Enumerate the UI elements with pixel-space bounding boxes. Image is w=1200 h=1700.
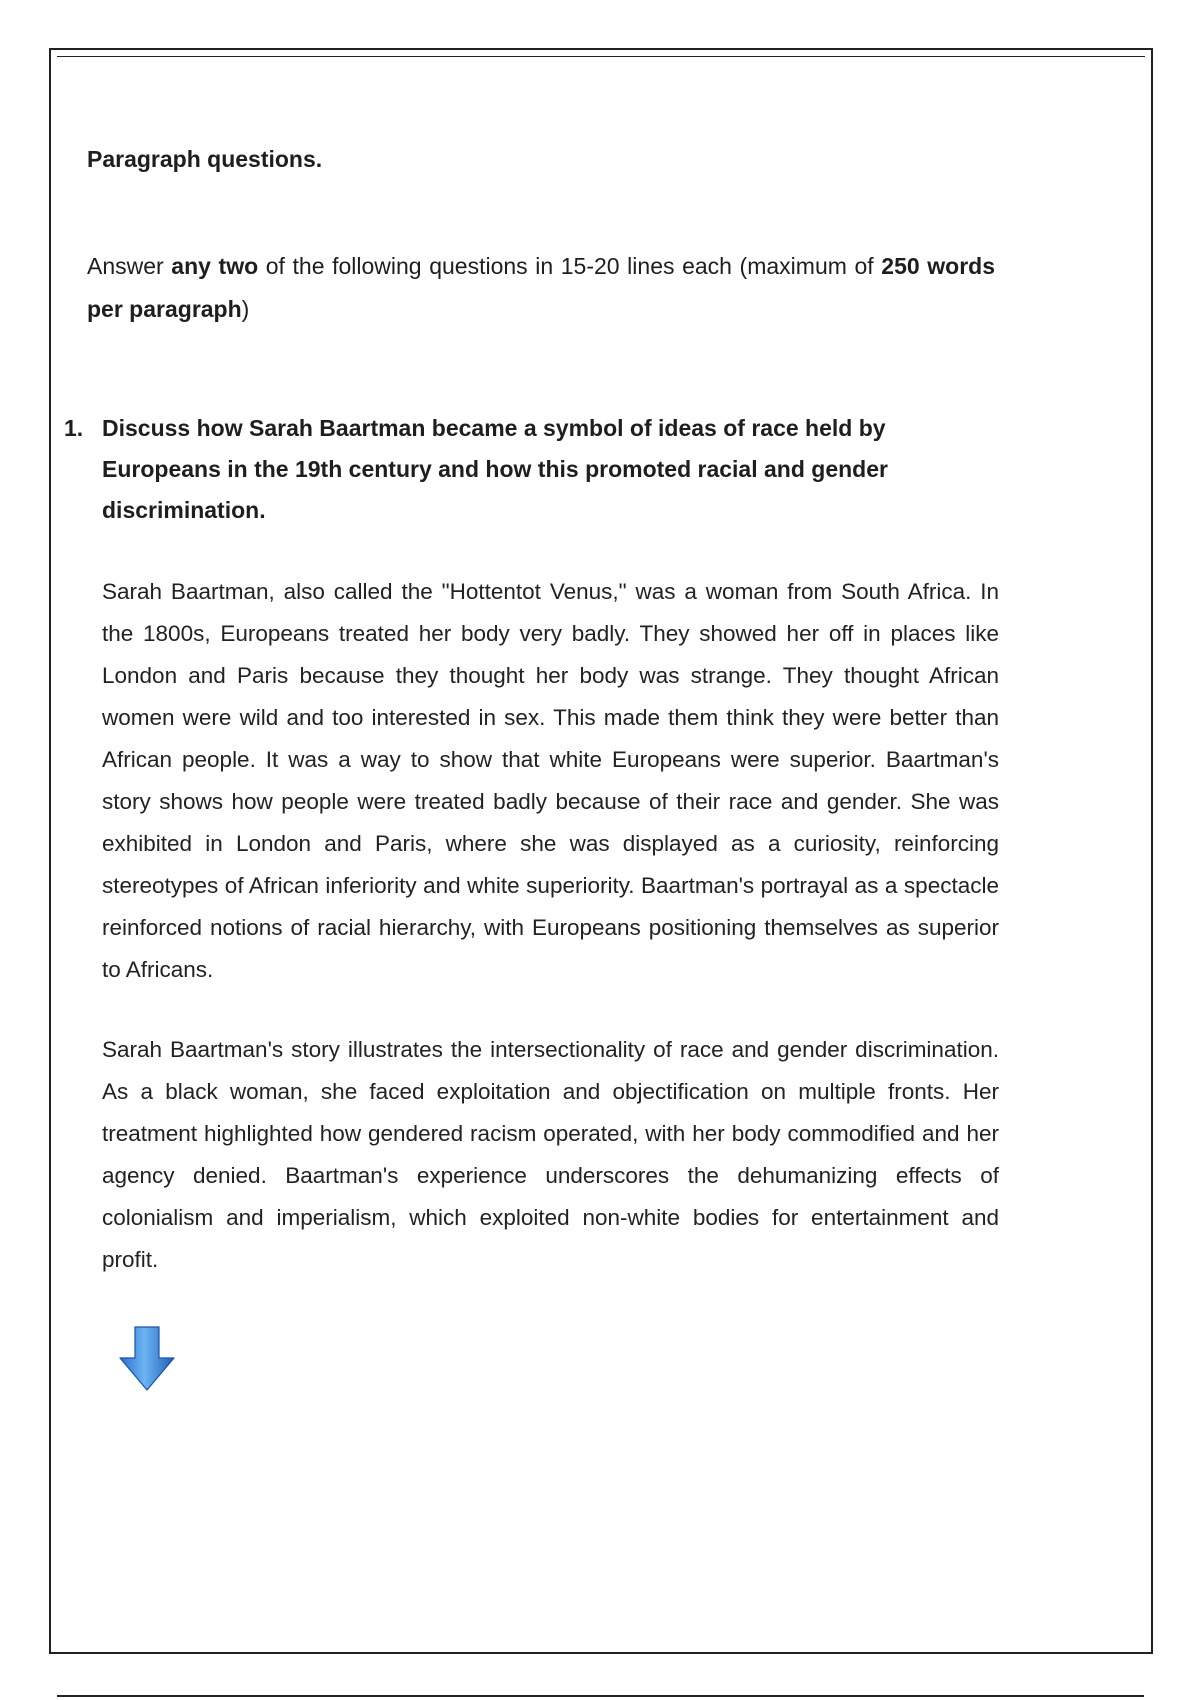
instructions: [87, 245, 995, 331]
instructions-bold-1: any two: [171, 253, 259, 279]
question-text: Discuss how Sarah Baartman became a symbol of ideas of race held by Europeans in the 19th century and how this promoted racial and gender discrimination.: [102, 415, 888, 523]
instructions-text-1: Answer: [87, 253, 172, 279]
arrow-down-icon: [118, 1326, 176, 1392]
instructions-text-3: ): [241, 296, 250, 322]
instructions-text-2: of the following questions in 15-20 lines each (maximum of: [258, 253, 882, 279]
answer-paragraph-2: Sarah Baartman's story illustrates the intersectionality of race and gender discrimination. As a black woman, she faced exploitation and objectification on multiple fronts. Her treatment highlighted how gendered racism operated, with her body commodified and her agency denied. Baartman's experience underscores the dehumanizing effects of colonialism and imperialism, which exploited non-white bodies for entertainment and profit.: [102, 1037, 999, 1272]
instructions-bold-2: 250 words per paragraph: [87, 253, 995, 322]
answer-paragraph-1: Sarah Baartman, also called the "Hottentot Venus," was a woman from South Africa. In the 1800s, Europeans treated her body very badly. They showed her off in places like London and Paris because they thought her body was strange. They thought African women were wild and too interested in sex. This made them think they were better than African people. It was a way to show that white Europeans were superior. Baartman's story shows how people were treated badly because of their race and gender. She was exhibited in London and Paris, where she was displayed as a curiosity, reinforcing stereotypes of African inferiority and white superiority. Baartman's portrayal as a spectacle reinforced notions of racial hierarchy, with Europeans positioning themselves as superior to Africans.: [102, 579, 999, 982]
section-heading: Paragraph questions.: [87, 146, 323, 172]
question-number: 1.: [64, 415, 84, 441]
bottom-rule: [57, 1695, 1144, 1697]
page-border-top-rule: [57, 56, 1145, 57]
